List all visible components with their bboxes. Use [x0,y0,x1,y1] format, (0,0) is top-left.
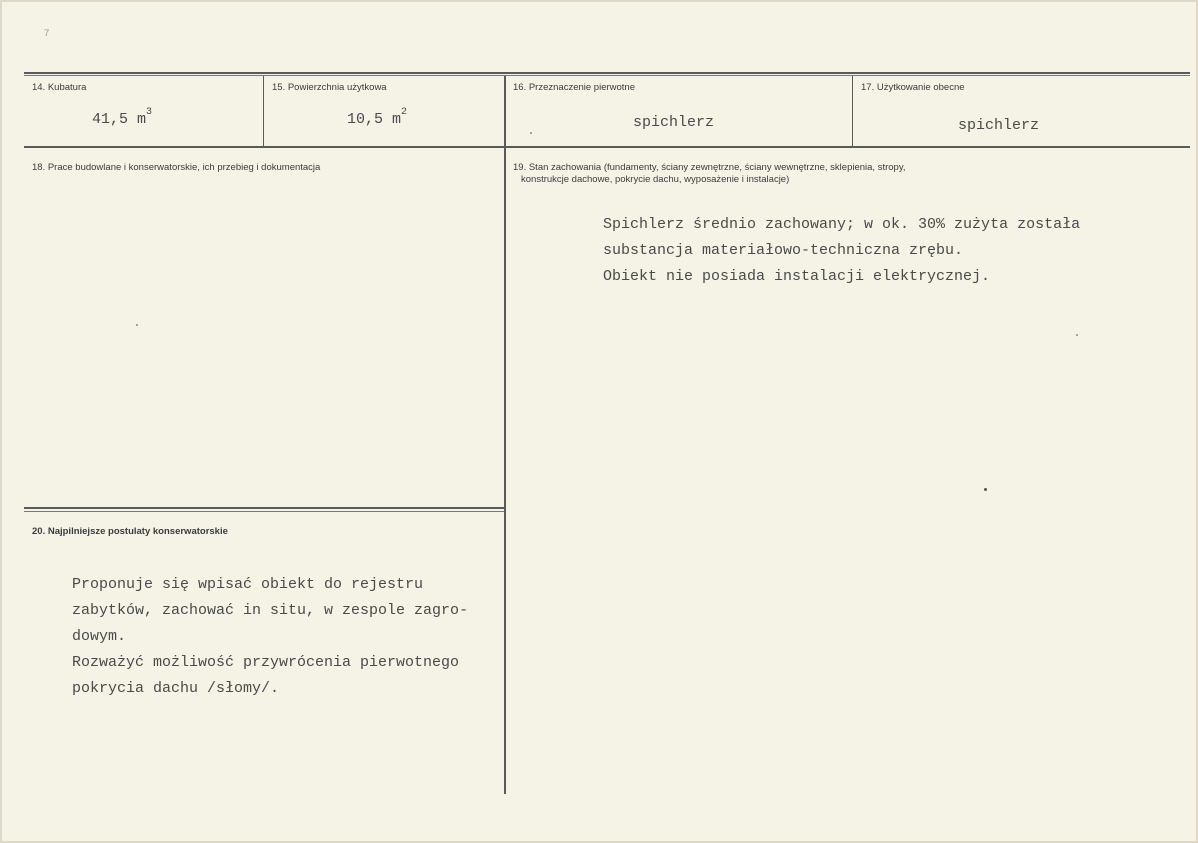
section20-divider [24,507,504,509]
section20-line: pokrycia dachu /słomy/. [72,680,280,697]
ink-speck [1076,334,1078,336]
kubatura-label: 14. Kubatura [32,82,87,93]
col-divider-3 [852,76,853,146]
ink-speck [984,488,987,491]
section20-divider-thin [24,511,504,512]
powierzchnia-number: 10,5 m [347,111,402,128]
uzytkowanie-value: spichlerz [958,117,1040,134]
kubatura-number: 41,5 m [92,111,147,128]
page-mark: 7 [44,28,50,39]
kubatura-value [92,107,153,128]
section20-line: dowym. [72,628,127,645]
powierzchnia-label: 15. Powierzchnia użytkowa [272,82,387,93]
section18-label: 18. Prace budowlane i konserwatorskie, ich przebieg i dokumentacja [32,162,321,173]
col-divider-1 [263,76,264,146]
section20-line: Rozważyć możliwość przywrócenia pierwotnego [72,654,460,671]
section19-label-line2: konstrukcje dachowe, pokrycie dachu, wyposażenie i instalacje) [521,174,790,185]
przeznaczenie-value: spichlerz [633,114,715,131]
section20-line: zabytków, zachować in situ, w zespole zagro- [72,602,469,619]
section19-line: substancja materiałowo-techniczna zrębu. [603,242,964,259]
uzytkowanie-label: 17. Użytkowanie obecne [861,82,965,93]
top-rule-thin [24,75,1190,76]
ink-speck [136,324,138,326]
section19-text [603,212,1080,290]
col-divider-2 [504,76,506,794]
przeznaczenie-label: 16. Przeznaczenie pierwotne [513,82,635,93]
kubatura-exponent: 3 [146,107,153,118]
section19-label-line1: 19. Stan zachowania (fundamenty, ściany zewnętrzne, ściany wewnętrzne, sklepienia, stropy, [513,162,906,173]
top-rule [24,72,1190,74]
powierzchnia-exponent: 2 [401,107,408,118]
powierzchnia-value [347,107,408,128]
section20-label: 20. Najpilniejsze postulaty konserwatorskie [32,526,228,537]
ink-speck [530,132,532,134]
section19-line: Spichlerz średnio zachowany; w ok. 30% zużyta została [603,216,1081,233]
section20-line: Proponuje się wpisać obiekt do rejestru [72,576,424,593]
section20-text [72,572,468,702]
section19-line: Obiekt nie posiada instalacji elektrycznej. [603,268,991,285]
row-divider [24,146,1190,148]
